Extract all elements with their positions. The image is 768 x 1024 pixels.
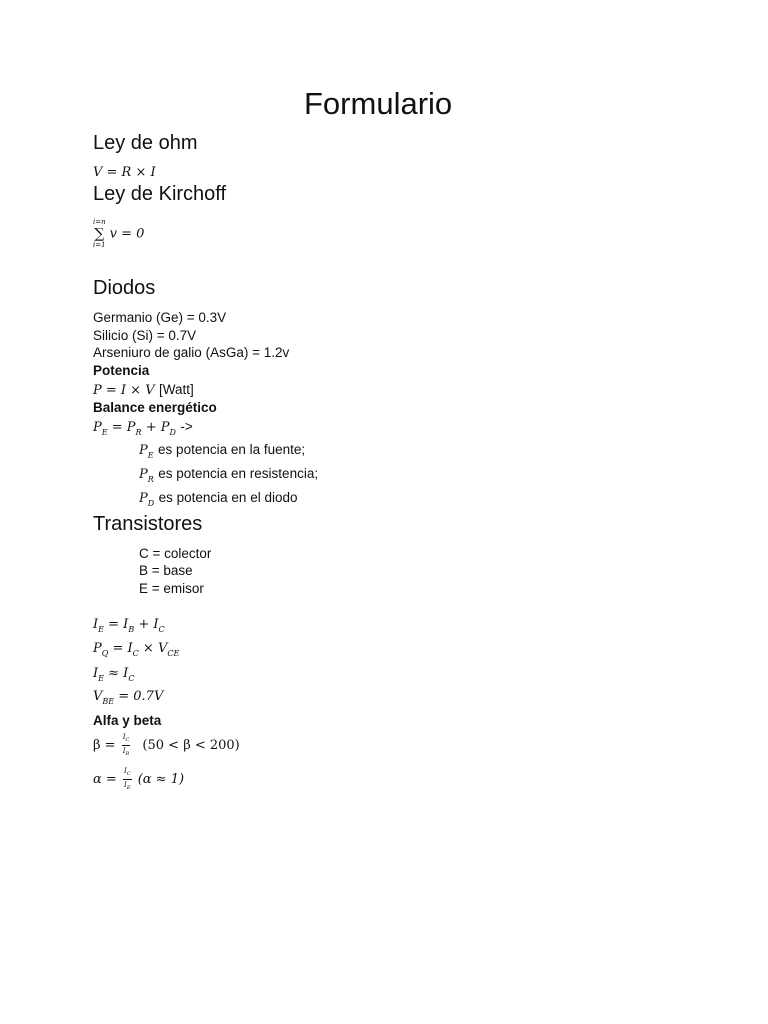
kirchoff-heading: Ley de Kirchoff xyxy=(93,183,227,205)
ie-formula: $I_E = I_B + I_C$ xyxy=(93,617,165,634)
pq-formula: $P_Q = I_C \times V_{CE}$ xyxy=(93,641,180,658)
diodo-arseniuro: Arseniuro de galio (AsGa) = 1.2v xyxy=(93,345,290,360)
vbe-formula: $V_{BE} = 0.7V$ xyxy=(93,689,164,706)
terminal-base: B = base xyxy=(139,563,193,578)
page-title: Formulario xyxy=(304,86,453,121)
def-pe: $P_E$ es potencia en la fuente; xyxy=(139,442,306,460)
ohm-formula: V = R × I xyxy=(93,165,156,180)
balance-formula: $P_E = P_R + P_D$ -> xyxy=(93,419,193,437)
def-pr: $P_R$ es potencia en resistencia; xyxy=(139,466,319,484)
balance-label: Balance energético xyxy=(93,400,217,415)
alfa-beta-label: Alfa y beta xyxy=(93,713,162,728)
potencia-label: Potencia xyxy=(93,363,150,378)
def-pd: $P_D$ es potencia en el diodo xyxy=(139,490,298,508)
alpha-formula: α = $\frac{I_C}{I_E}$ (α ≈ 1) xyxy=(93,767,185,791)
ohm-heading: Ley de ohm xyxy=(93,132,198,154)
transistores-heading: Transistores xyxy=(93,513,203,535)
potencia-formula: P = I × V [Watt] xyxy=(93,382,194,398)
terminal-emisor: E = emisor xyxy=(139,581,204,596)
terminal-colector: C = colector xyxy=(139,546,212,561)
beta-formula: β = $\frac{I_C}{I_B}$ (50 < β < 200) xyxy=(93,733,240,757)
beta-fraction: $\frac{I_C}{I_B}$ xyxy=(122,733,130,757)
kirchoff-formula: i=n ∑ i=1v = 0 xyxy=(93,218,145,249)
diodos-heading: Diodos xyxy=(93,277,156,299)
ie-approx-formula: $I_E \approx I_C$ xyxy=(93,666,135,683)
diodo-silicio: Silicio (Si) = 0.7V xyxy=(93,328,197,343)
summation-symbol: i=n ∑ i=1 xyxy=(93,218,106,249)
diodo-germanio: Germanio (Ge) = 0.3V xyxy=(93,310,227,325)
alpha-fraction: $\frac{I_C}{I_E}$ xyxy=(123,767,131,791)
